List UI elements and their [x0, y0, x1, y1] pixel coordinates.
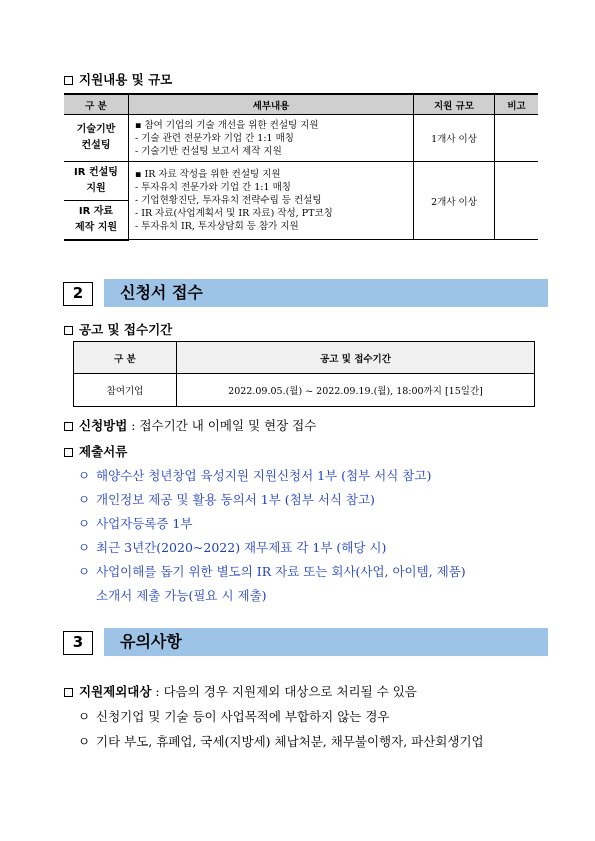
list-item: ㅇ 사업자등록증 1부: [78, 516, 193, 531]
details-cell: ▪ IR 자료 작성을 위한 컨설팅 지원 - 투자유치 전문가와 기업 간 1:1 매칭 - 기업현황진단, 투자유치 전략수립 등 컨설팅 - IR 자료(사업계획서 및 IR 자료) 작성, PT코칭 - 투자유치 IR, 투자상담회 등 참가 지원: [129, 162, 414, 240]
header-category: 구 분: [64, 94, 129, 115]
checkbox-square-icon: [64, 76, 73, 85]
circle-bullet-icon: ㅇ: [78, 516, 91, 531]
circle-bullet-icon: ㅇ: [78, 564, 91, 579]
list-item: ㅇ 최근 3년간(2020~2022) 재무제표 각 1부 (해당 시): [78, 540, 387, 555]
support-table: [64, 93, 538, 241]
category-cell: 참여기업: [74, 374, 177, 407]
checkbox-square-icon: [64, 448, 73, 457]
table-row: [64, 162, 538, 201]
circle-bullet-icon: ㅇ: [78, 492, 91, 507]
scale-cell: 1개사 이상: [414, 115, 495, 162]
list-item: ㅇ 사업이해를 돕기 위한 별도의 IR 자료 또는 회사(사업, 아이템, 제품): [78, 564, 466, 579]
header-details: 세부내용: [129, 94, 414, 115]
header-scale: 지원 규모: [414, 94, 495, 115]
category-cell: IR 컨설팅 지원: [64, 162, 129, 201]
table-row: [64, 115, 538, 162]
section-title: 신청서 접수: [104, 279, 548, 307]
list-item: ㅇ 신청기업 및 기술 등이 사업목적에 부합하지 않는 경우: [78, 709, 390, 724]
table-row: [74, 374, 535, 407]
circle-bullet-icon: ㅇ: [78, 468, 91, 483]
scale-cell: 2개사 이상: [414, 162, 495, 240]
category-cell: 기술기반 컨설팅: [64, 115, 129, 162]
section-number: 3: [63, 631, 93, 655]
period-cell: 2022.09.05.(월) ~ 2022.09.19.(월), 18:00까지 [15일간]: [177, 374, 535, 407]
checkbox-square-icon: [64, 326, 73, 335]
circle-bullet-icon: ㅇ: [78, 709, 91, 724]
details-cell: ▪ 참여 기업의 기술 개선을 위한 컨설팅 지원 - 기술 관련 전문가와 기업 간 1:1 매칭 - 기술기반 컨설팅 보고서 제작 지원: [129, 115, 414, 162]
list-item: ㅇ 개인정보 제공 및 활용 동의서 1부 (첨부 서식 참고): [78, 492, 375, 507]
checkbox-square-icon: [64, 422, 73, 431]
circle-bullet-icon: ㅇ: [78, 734, 91, 749]
note-cell: [495, 162, 539, 240]
circle-bullet-icon: ㅇ: [78, 540, 91, 555]
period-heading: 공고 및 접수기간: [64, 320, 172, 338]
note-cell: [495, 115, 539, 162]
period-table: [73, 341, 535, 407]
header-note: 비고: [495, 94, 539, 115]
list-item: ㅇ 기타 부도, 휴폐업, 국세(지방세) 체납처분, 채무불이행자, 파산회생기업: [78, 734, 484, 749]
method-line: 신청방법 : 접수기간 내 이메일 및 현장 접수: [64, 416, 316, 434]
exclusion-line: 지원제외대상 : 다음의 경우 지원제외 대상으로 처리될 수 있음: [64, 682, 417, 700]
section-number: 2: [63, 282, 93, 306]
list-item-continuation: 소개서 제출 가능(필요 시 제출): [96, 588, 267, 603]
documents-heading: 제출서류: [64, 442, 127, 460]
checkbox-square-icon: [64, 688, 73, 697]
header-period: 공고 및 접수기간: [177, 342, 535, 374]
header-category: 구 분: [74, 342, 177, 374]
section-title: 유의사항: [104, 628, 548, 656]
support-heading: 지원내용 및 규모: [64, 70, 172, 88]
list-item: ㅇ 해양수산 청년창업 육성지원 지원신청서 1부 (첨부 서식 참고): [78, 468, 432, 483]
category-cell: IR 자료 제작 지원: [64, 201, 129, 240]
